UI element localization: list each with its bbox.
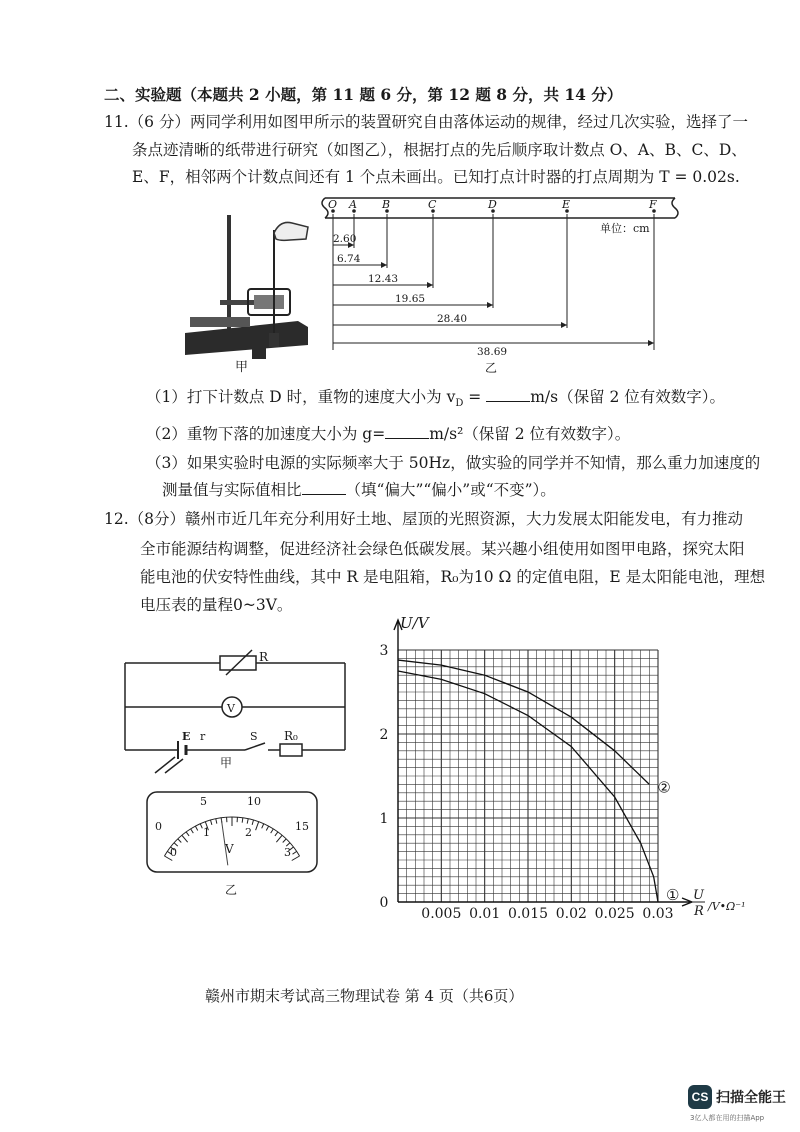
q11-figure-jia <box>180 205 315 375</box>
table-leg <box>252 345 266 359</box>
x-tick-label: 0.02 <box>555 906 587 922</box>
q11-sub1-mid: = <box>463 388 487 406</box>
meter-tick <box>200 824 202 829</box>
q11-sub2-pre: （2）重物下落的加速度大小为 g= <box>146 425 386 443</box>
meter-tick <box>256 822 259 830</box>
x-tick-label: 0.015 <box>507 906 549 922</box>
scanner-slogan: 3亿人都在用的扫描App <box>690 1114 765 1122</box>
meter-tick <box>182 835 188 842</box>
tape-label-F: F <box>649 198 657 211</box>
tape-label-D: D <box>488 198 497 211</box>
q11-sub1-post: m/s（保留 2 位有效数字）。 <box>530 388 726 406</box>
dist-OC: 12.43 <box>368 273 399 285</box>
q12-line-2: 全市能源结构调整，促进经济社会绿色低碳发展。某兴趣小组使用如图甲电路，探究太阳 <box>140 540 745 558</box>
meter-tick <box>191 829 194 833</box>
q12-chart <box>360 610 770 925</box>
chart-series <box>398 660 679 904</box>
meter-caption: 乙 <box>225 883 238 897</box>
q12-circuit-jia <box>120 645 350 775</box>
meter-tick <box>293 851 297 854</box>
meter-top-5: 5 <box>200 795 207 808</box>
circuit-label-E: E <box>182 730 191 743</box>
q11-sub2-post: m/s²（保留 2 位有效数字）。 <box>429 425 631 443</box>
meter-unit: V <box>225 842 234 856</box>
scanner-brand: 扫描全能王 <box>716 1090 786 1106</box>
meter-tick <box>242 818 243 823</box>
chart-axes <box>394 620 692 906</box>
q11-sub1-pre: （1）打下计数点 D 时，重物的速度大小为 v <box>146 388 456 406</box>
q12-line-1: 12.（8分）赣州市近几年充分利用好土地、屋顶的光照资源，大力发展太阳能发电，有力推动 <box>104 510 744 528</box>
tape-label-E: E <box>562 198 571 211</box>
chart-xlabel-denominator: R <box>694 904 704 919</box>
q11-sub2-answer-blank[interactable] <box>385 424 429 439</box>
hand-icon <box>274 222 308 240</box>
dist-OF: 38.69 <box>477 346 508 358</box>
y-tick-label: 2 <box>379 727 389 743</box>
chart-grid <box>398 650 658 902</box>
meter-frame <box>147 792 317 872</box>
chart-xlabel-numerator: U <box>693 888 704 903</box>
q11-sub3-pre: 测量值与实际值相比 <box>162 481 302 499</box>
q11-figure-yi <box>310 188 690 378</box>
base <box>190 317 250 327</box>
x-tick-label: 0.03 <box>642 906 674 922</box>
tape-label-O: O <box>328 198 338 211</box>
meter-tick <box>186 832 189 836</box>
tape-unit-label: 单位：cm <box>600 222 650 235</box>
meter-bottom-3: 3 <box>284 846 291 859</box>
dist-OB: 6.74 <box>337 253 361 265</box>
y-tick-label: 0 <box>379 895 389 911</box>
meter-tick <box>216 819 217 824</box>
figure-jia-label: 甲 <box>235 360 249 375</box>
dist-OA: 2.60 <box>333 233 357 245</box>
meter-tick <box>283 839 286 843</box>
meter-top-10: 10 <box>247 795 261 808</box>
tape-points <box>328 198 657 213</box>
q11-line-3: E、F，相邻两个计数点间还有 1 个点未画出。已知打点计时器的打点周期为 T = 0.02s. <box>132 168 740 186</box>
q11-sub1-subscript: D <box>455 398 464 410</box>
circuit-caption: 甲 <box>220 756 233 770</box>
chart-tick-labels <box>380 643 674 922</box>
y-tick-label: 3 <box>379 643 389 659</box>
circuit-label-V: V <box>227 702 235 715</box>
switch-S <box>245 743 265 750</box>
series-label-2: ② <box>657 778 671 797</box>
circuit-label-R0: R₀ <box>284 729 298 743</box>
x-tick-label: 0.005 <box>421 906 462 922</box>
circuit-label-S: S <box>250 730 258 743</box>
dist-OD: 19.65 <box>395 293 426 305</box>
meter-tick <box>247 819 248 824</box>
figure-yi-label: 乙 <box>485 361 498 375</box>
meter-tick <box>195 826 197 830</box>
meter-tick <box>292 856 300 861</box>
q11-sub1 <box>146 386 725 415</box>
chart-xlabel-unit: /V•Ω⁻¹ <box>708 900 746 913</box>
stand-rod <box>227 215 231 330</box>
q11-sub3-answer-blank[interactable] <box>302 480 346 495</box>
variable-arrow <box>226 650 252 675</box>
timer-core <box>254 295 284 309</box>
q11-sub3-line2 <box>162 479 556 501</box>
q12-line-3: 能电池的伏安特性曲线，其中 R 是电阻箱，R₀为10 Ω 的定值电阻，E 是太阳能电池，理想 <box>140 568 766 586</box>
chart-ylabel: U/V <box>400 614 429 632</box>
meter-tick <box>262 824 264 829</box>
series-label-1: ① <box>666 886 680 904</box>
cs-logo-icon: CS <box>688 1085 712 1109</box>
meter-bottom-1: 1 <box>203 826 210 839</box>
meter-tick <box>178 839 181 843</box>
meter-tick <box>211 820 212 825</box>
tape-right-tear <box>672 198 678 218</box>
section-title: 二、实验题（本题共 2 小题，第 11 题 6 分，第 12 题 8 分，共 14 分） <box>104 85 623 104</box>
q12-voltmeter-yi <box>145 790 320 900</box>
q12-line-4: 电压表的量程0~3V。 <box>140 596 293 614</box>
x-tick-label: 0.025 <box>594 906 635 922</box>
meter-tick <box>276 835 282 842</box>
meter-bottom-0: 0 <box>170 846 177 859</box>
tape-label-B: B <box>382 198 391 211</box>
q11-line-2: 条点迹清晰的纸带进行研究（如图乙），根据打点的先后顺序取计数点 O、A、B、C、D、 <box>132 141 747 159</box>
meter-top-15: 15 <box>295 820 309 833</box>
q11-sub1-answer-blank[interactable] <box>486 387 530 402</box>
tape-label-A: A <box>349 198 357 211</box>
y-tick-label: 1 <box>379 811 389 827</box>
q11-line-1: 11.（6 分）两同学利用如图甲所示的装置研究自由落体运动的规律，经过几次实验，选择了一 <box>104 113 748 131</box>
dist-OE: 28.40 <box>437 313 468 325</box>
meter-tick <box>275 832 278 836</box>
meter-top-0: 0 <box>155 820 162 833</box>
weight <box>269 333 279 347</box>
meter-tick <box>266 826 268 830</box>
meter-tick <box>252 820 253 825</box>
q11-sub2 <box>146 423 630 445</box>
tape-label-C: C <box>428 198 437 211</box>
q11-sub3-line1: （3）如果实验时电源的实际频率大于 50Hz，做实验的同学并不知情，那么重力加速度的 <box>146 454 761 472</box>
resistor-box-R0 <box>280 744 302 756</box>
circuit-label-r: r <box>200 730 206 743</box>
x-tick-label: 0.01 <box>469 906 501 922</box>
q11-sub3-post: （填“偏大”“偏小”或“不变”）。 <box>345 481 556 499</box>
meter-tick <box>271 829 274 833</box>
circuit-label-R: R <box>259 650 269 664</box>
meter-bottom-2: 2 <box>245 826 252 839</box>
page-footer: 赣州市期末考试高三物理试卷 第 4 页（共6页） <box>205 987 524 1005</box>
